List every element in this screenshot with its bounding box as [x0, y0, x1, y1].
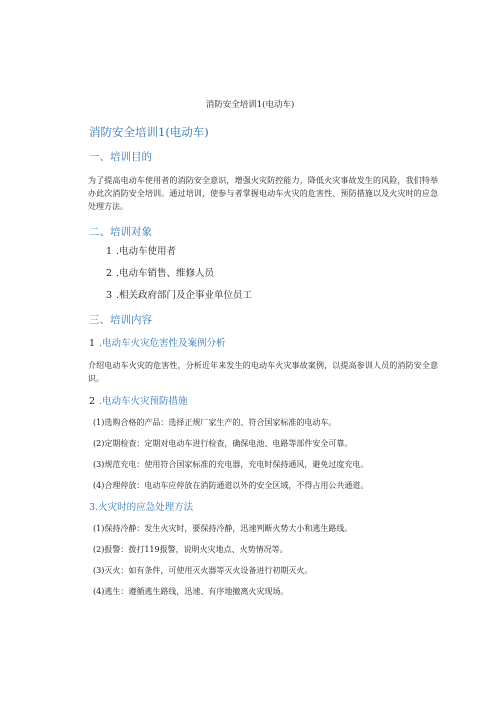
subsection-heading-prevention: 2 .电动车火灾预防措施 — [89, 396, 188, 407]
subsection-heading-emergency: 3.火灾时的应急处理方法 — [89, 502, 194, 513]
prevention-list — [93, 417, 439, 492]
document-title: 消防安全培训1(电动车) — [89, 125, 209, 139]
list-item: (3)灭火：如有条件，可使用灭火器等灭火设备进行初期灭火。 — [93, 566, 313, 575]
list-item: (2)定期检查：定期对电动车进行检查，确保电池、电路等部件安全可靠。 — [93, 439, 353, 448]
list-item: 3 .相关政府部门及企事业单位员工 — [106, 290, 253, 301]
page-header: 消防安全培训1(电动车) — [205, 100, 295, 110]
list-item: (4)合理停放：电动车应停放在消防通道以外的安全区域，不得占用公共通道。 — [93, 481, 369, 490]
list-item: 1 .电动车使用者 — [106, 246, 177, 257]
list-item: (1)保持冷静：发生火灾时，要保持冷静，迅速判断火势大小和逃生路线。 — [93, 524, 353, 533]
document-body — [89, 125, 439, 607]
list-item: (3)规范充电：使用符合国家标准的充电器，充电时保持通风，避免过度充电。 — [93, 460, 369, 469]
emergency-list — [93, 523, 439, 598]
hazard-paragraph: 介绍电动车火灾的危害性，分析近年来发生的电动车火灾事故案例，以提高参训人员的消防安全意识。 — [88, 361, 438, 383]
subsection-heading-hazard: 1 .电动车火灾危害性及案例分析 — [89, 338, 226, 349]
list-item: (2)报警：拨打119报警，说明火灾地点、火势情况等。 — [93, 545, 288, 554]
list-item: (1)选购合格的产品：选择正规厂家生产的、符合国家标准的电动车。 — [93, 418, 337, 427]
list-item: 2 .电动车销售、维修人员 — [106, 268, 215, 279]
purpose-paragraph: 为了提高电动车使用者的消防安全意识，增强火灾防控能力，降低火灾事故发生的风险，我们特举办此次消防安全培训。通过培训，使参与者掌握电动车火灾的危害性、预防措施以及火灾时的应急处理方法。 — [88, 176, 438, 211]
section-heading-content: 三、培训内容 — [89, 314, 152, 326]
section-heading-purpose: 一、培训目的 — [89, 151, 152, 163]
audience-list — [89, 245, 439, 303]
section-heading-audience: 二、培训对象 — [89, 226, 152, 238]
list-item: (4)逃生：遵循逃生路线，迅速、有序地撤离火灾现场。 — [93, 587, 289, 596]
